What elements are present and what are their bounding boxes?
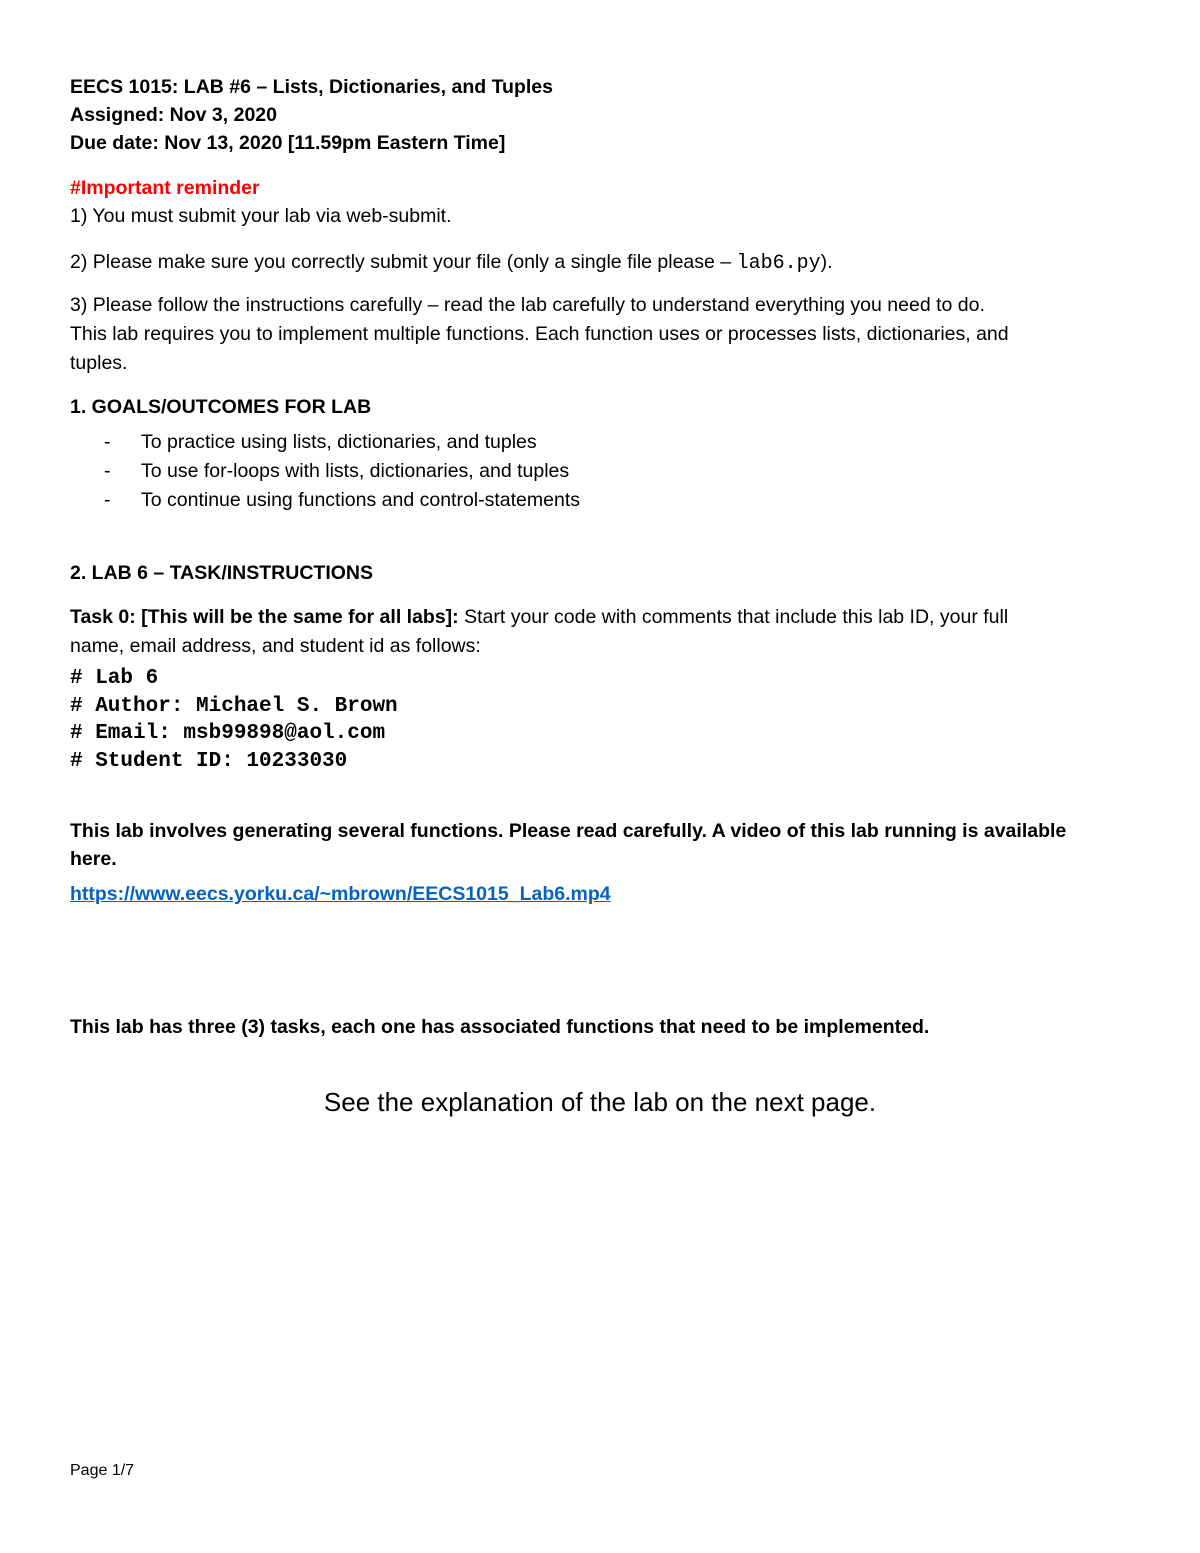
task0-line-2: name, email address, and student id as follows: <box>70 635 481 657</box>
goal-bullet: - <box>104 460 111 482</box>
assigned-date: Assigned: Nov 3, 2020 <box>70 104 277 126</box>
code-line: # Email: msb99898@aol.com <box>70 722 386 745</box>
lab-title: EECS 1015: LAB #6 – Lists, Dictionaries, and Tuples <box>70 76 553 98</box>
goal-bullet: - <box>104 431 111 453</box>
goal-item: To use for-loops with lists, dictionaries, and tuples <box>141 460 570 482</box>
next-page-note: See the explanation of the lab on the next page. <box>323 1087 877 1117</box>
reminder-item-2 <box>70 250 833 276</box>
reminder-heading: #Important reminder <box>70 177 260 199</box>
code-line: # Lab 6 <box>70 667 159 690</box>
code-line: # Student ID: 10233030 <box>70 750 348 773</box>
goal-item: To practice using lists, dictionaries, and tuples <box>141 431 537 453</box>
code-line: # Author: Michael S. Brown <box>70 695 398 718</box>
instructions-heading: 2. LAB 6 – TASK/INSTRUCTIONS <box>70 562 374 584</box>
task0-text: Start your code with comments that include this lab ID, your full <box>458 606 1009 628</box>
reminder-item-2-prefix: 2) Please make sure you correctly submit your file (only a single file please – <box>70 251 737 273</box>
reminder-item-1: 1) You must submit your lab via web-submit. <box>70 205 452 227</box>
tasks-summary: This lab has three (3) tasks, each one has associated functions that need to be implemented. <box>70 1016 930 1038</box>
goals-heading: 1. GOALS/OUTCOMES FOR LAB <box>70 396 372 418</box>
task0-label: Task 0: [This will be the same for all labs]: <box>70 606 459 628</box>
reminder-item-3-line-1: 3) Please follow the instructions carefully – read the lab carefully to understand everything you need to do. <box>70 294 985 316</box>
reminder-item-3-line-2: This lab requires you to implement multiple functions. Each function uses or processes lists, dictionaries, and <box>70 323 1009 345</box>
video-link[interactable]: https://www.eecs.yorku.ca/~mbrown/EECS1015_Lab6.mp4 <box>70 883 611 905</box>
task0-line-1 <box>70 605 1008 629</box>
page-number: Page 1/7 <box>70 1462 135 1479</box>
video-note-line-1: This lab involves generating several functions. Please read carefully. A video of this lab running is available <box>70 820 1067 842</box>
goal-bullet: - <box>104 489 111 511</box>
due-date: Due date: Nov 13, 2020 [11.59pm Eastern Time] <box>70 132 506 154</box>
goal-item: To continue using functions and control-statements <box>141 489 581 511</box>
reminder-item-2-suffix: ). <box>820 251 833 273</box>
reminder-item-3-line-3: tuples. <box>70 352 128 374</box>
filename-code: lab6.py <box>736 252 821 275</box>
video-note-line-2: here. <box>70 848 117 870</box>
